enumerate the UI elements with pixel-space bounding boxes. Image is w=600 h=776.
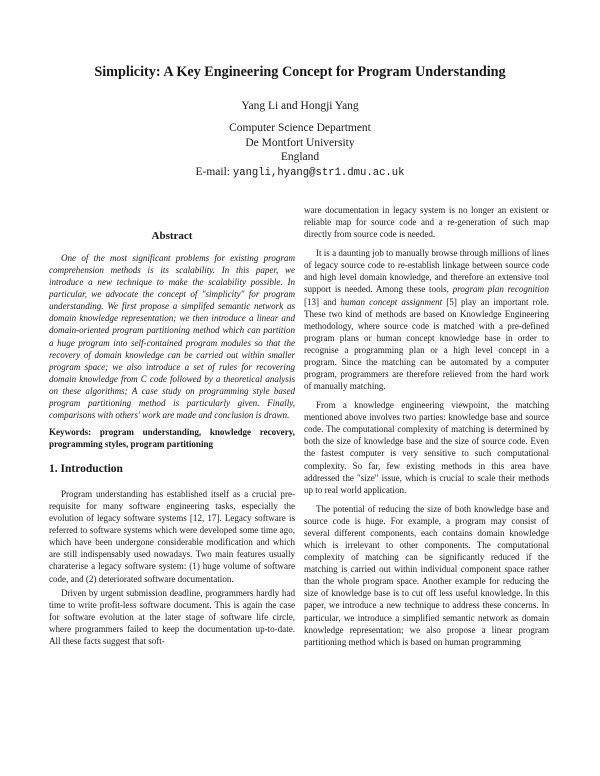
keywords: Keywords: program understanding, knowledge recovery, programming styles, program partitioning <box>49 427 295 450</box>
intro-paragraph-2: Driven by urgent submission deadline, programmers hardly had time to write profit-less software document. This is again the case for software evolution at the later stage of software life circle, where programmers failed to keep the documentation up-to-date. All these facts suggest that soft- <box>49 587 295 646</box>
right-column <box>304 204 549 648</box>
email-label: E-mail: <box>195 165 233 178</box>
country: England <box>280 151 320 163</box>
right-paragraph-4: The potential of reducing the size of both knowledge base and source code is huge. For example, a program may consist of several different components, each contains domain knowledge which is irrelevant to other components. The computational complexity of matching can be significantly reduced if the matching is carried out within individual component space rather than the whole program space. Another example for reducing the size of knowledge base is to cut off less useful knowledge. In this paper, we introduce a new technique to address these concerns. In particular, we introduce a simplified semantic network as domain knowledge representation; we also propose a linear program partitioning method which is based on human programming <box>304 503 549 647</box>
right-paragraph-2 <box>304 247 549 392</box>
abstract-heading: Abstract <box>151 230 193 242</box>
affiliation-block <box>0 121 600 180</box>
p2-emph-1: program plan recognition <box>452 284 549 295</box>
email-address[interactable]: yangli,hyang@str1.dmu.ac.uk <box>232 166 405 179</box>
p2-text-a: It is a daunting job to manually browse through millions of lines of legacy source code to re-establish linkage between source code and high level domain knowledge, and therefore an extensive tool support is needed. Among these tools, <box>304 248 549 295</box>
right-paragraph-3: From a knowledge engineering viewpoint, the matching mentioned above involves two parties: knowledge base and source code. The computational complexity of matching is determined by both the size of knowledge base and the size of source code. Even the fastest computer is very sensitive to such computational complexity. So far, few existing methods in this area have addressed the "size" issue, which is crucial to scale their methods up to real world application. <box>304 400 549 495</box>
p2-text-c: [5] play an important role. These two kind of methods are based on Knowledge Engineering methodology, where source code is matched with a pre-defined program plans or human concept knowledge base in order to recognise a programming plan or a high level concept in a program. Since the matching can be automated by a computer program, programmers are therefore relieved from the hard work of manually matching. <box>304 296 549 392</box>
p2-text-b: [13] and <box>304 296 341 307</box>
university: De Montfort University <box>245 136 355 149</box>
department: Computer Science Department <box>229 122 371 134</box>
email-line <box>0 165 600 181</box>
abstract-text: One of the most significant problems for existing program comprehension methods is its scalability. In this paper, we introduce a new technique to make the scalability possible. In particular, we advocate the concept of "simplicity" for program understanding. We first propose a simplifed semantic network as domain knowledge representation; we then introduce a linear and domain-oriented program partitioning method which can partition a huge program into self-contained program modules so that the recovery of domain knowledge can be carried out within smaller program space; we also introduce a set of rules for recovering domain knowledge from C code followed by a theoretical analysis on these algorithms; A case study on programming style based program partitioning method is particularly given. Finally, comparisons with others' work are made and conclusion is drawn. <box>49 253 295 421</box>
p2-emph-2: human concept assignment <box>340 296 443 307</box>
intro-paragraph-1: Program understanding has established itself as a crucial pre-requisite for many software engineering tasks, especially the evolution of legacy software systems [12, 17]. Legacy software is referred to software systems which were developed some time ago, which have been undergone considerable modification and which are still indispensably used nowadays. Two main features usually charaterise a legacy software system: (1) huge volume of software code, and (2) deteriorated software documentation. <box>49 489 295 584</box>
introduction-body <box>49 488 295 647</box>
right-paragraph-1: ware documentation in legacy system is no longer an existent or reliable map for source code and a re-generation of such map directly from source code is needed. <box>304 205 549 240</box>
paper-title: Simplicity: A Key Engineering Concept for Program Understanding <box>94 64 506 80</box>
paper-authors: Yang Li and Hongji Yang <box>241 100 359 112</box>
section-heading-introduction: 1. Introduction <box>49 463 123 475</box>
